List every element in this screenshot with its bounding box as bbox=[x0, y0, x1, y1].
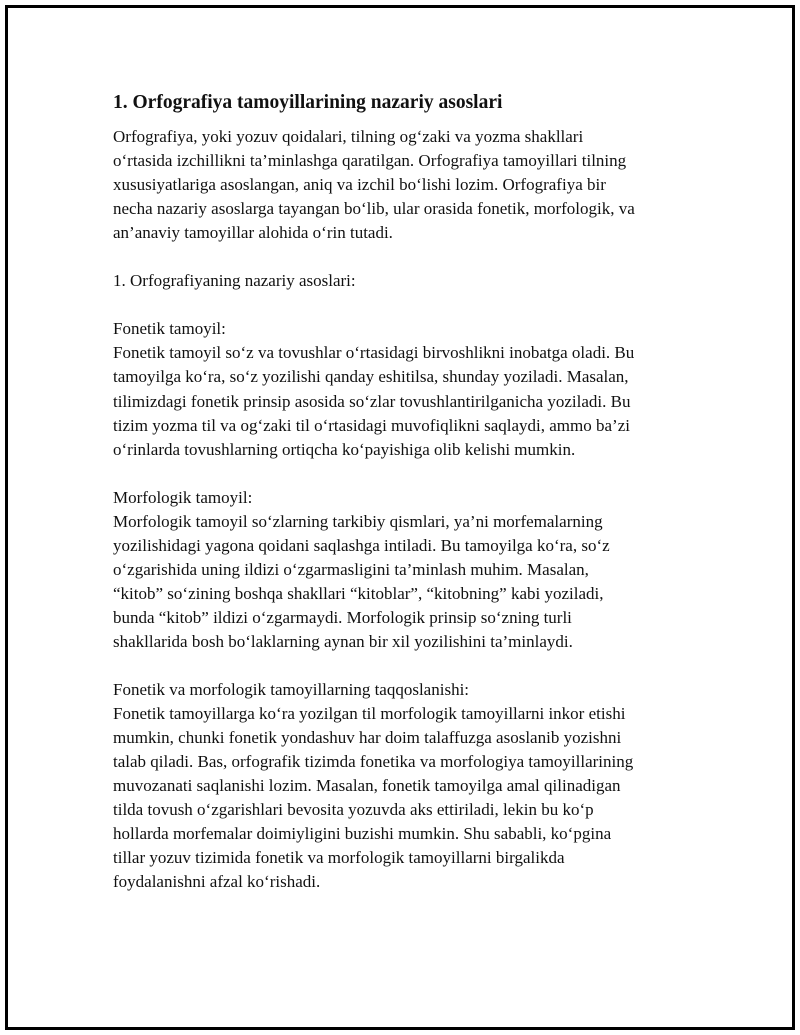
text-line: Fonetik tamoyil so‘z va tovushlar o‘rtasidagi birvoshlikni inobatga oladi. Bu bbox=[113, 343, 635, 363]
text-line: Fonetik tamoyillarga ko‘ra yozilgan til morfologik tamoyillarni inkor etishi bbox=[113, 704, 626, 724]
text-line: talab qiladi. Bas, orfografik tizimda fonetika va morfologiya tamoyillarining bbox=[113, 752, 634, 772]
text-line: Morfologik tamoyil so‘zlarning tarkibiy qismlari, ya’ni morfemalarning bbox=[113, 511, 603, 531]
text-line: Fonetik tamoyil: bbox=[113, 319, 226, 339]
text-line: “kitob” so‘zining boshqa shakllari “kitoblar”, “kitobning” kabi yoziladi, bbox=[113, 583, 604, 603]
blank-line bbox=[113, 462, 703, 486]
text-line: 1. Orfografiyaning nazariy asoslari: bbox=[113, 271, 356, 291]
text-line: an’anaviy tamoyillar alohida o‘rin tutadi. bbox=[113, 223, 393, 243]
text-line: Fonetik va morfologik tamoyillarning taqqoslanishi: bbox=[113, 680, 470, 700]
text-line: tilimizdagi fonetik prinsip asosida so‘zlar tovushlantirilganicha yoziladi. Bu bbox=[113, 391, 631, 411]
text-line: muvozanati saqlanishi lozim. Masalan, fonetik tamoyilga amal qilinadigan bbox=[113, 776, 621, 796]
text-line: foydalanishni afzal ko‘rishadi. bbox=[113, 872, 321, 892]
text-line: tilda tovush o‘zgarishlari bevosita yozuvda aks ettiriladi, lekin bu ko‘p bbox=[113, 800, 594, 820]
text-line: tillar yozuv tizimida fonetik va morfologik tamoyillarni birgalikda bbox=[113, 848, 565, 868]
text-line: o‘rtasida izchillikni ta’minlashga qaratilgan. Orfografiya tamoyillari tilning bbox=[113, 151, 627, 171]
text-line: tizim yozma til va og‘zaki til o‘rtasidagi muvofiqlikni saqlaydi, ammo ba’zi bbox=[113, 415, 630, 435]
document-body bbox=[113, 90, 703, 895]
text-line: hollarda morfemalar doimiyligini buzishi mumkin. Shu sababli, ko‘pgina bbox=[113, 824, 612, 844]
text-line: bunda “kitob” ildizi o‘zgarmaydi. Morfologik prinsip so‘zning turli bbox=[113, 607, 572, 627]
text-line: o‘rinlarda tovushlarning ortiqcha ko‘payishiga olib kelishi mumkin. bbox=[113, 439, 576, 459]
text-line: tamoyilga ko‘ra, so‘z yozilishi qanday eshitilsa, shunday yoziladi. Masalan, bbox=[113, 367, 629, 387]
text-line: yozilishidagi yagona qoidani saqlashga intiladi. Bu tamoyilga ko‘ra, so‘z bbox=[113, 535, 610, 555]
text-line: Morfologik tamoyil: bbox=[113, 487, 253, 507]
text-line: o‘zgarishida uning ildizi o‘zgarmasligini ta’minlash muhim. Masalan, bbox=[113, 559, 589, 579]
document-text bbox=[113, 125, 703, 895]
text-line: mumkin, chunki fonetik yondashuv har doim talaffuzga asoslanib yozishni bbox=[113, 728, 622, 748]
blank-line bbox=[113, 293, 703, 317]
text-line: necha nazariy asoslarga tayangan bo‘lib, ular orasida fonetik, morfologik, va bbox=[113, 199, 635, 219]
blank-line bbox=[113, 245, 703, 269]
blank-line bbox=[113, 654, 703, 678]
text-line: xususiyatlariga asoslangan, aniq va izchil bo‘lishi lozim. Orfografiya bir bbox=[113, 175, 606, 195]
document-title: 1. Orfografiya tamoyillarining nazariy asoslari bbox=[113, 92, 503, 113]
text-line: shakllarida bosh bo‘laklarning aynan bir xil yozilishini ta’minlaydi. bbox=[113, 631, 573, 651]
text-line: Orfografiya, yoki yozuv qoidalari, tilning og‘zaki va yozma shakllari bbox=[113, 127, 584, 146]
